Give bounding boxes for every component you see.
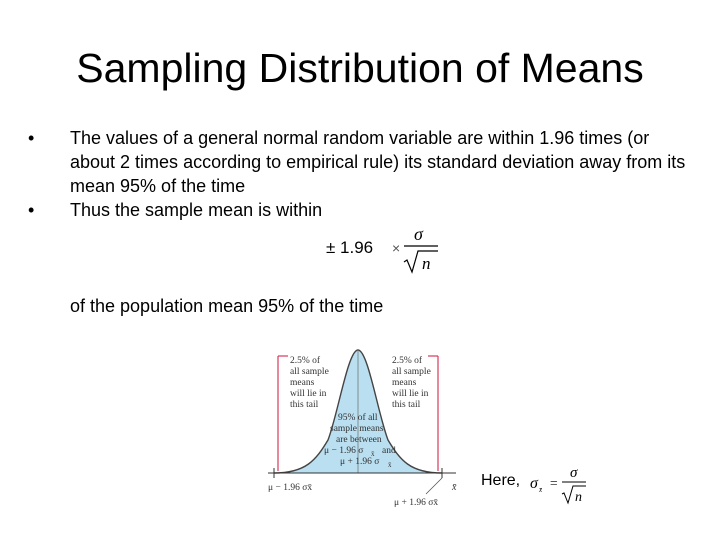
svg-text:x̄: x̄ bbox=[388, 461, 392, 469]
bullet-text: Thus the sample mean is within bbox=[70, 200, 323, 220]
bullet-item bbox=[28, 126, 688, 198]
lhs-subscript: x̄ bbox=[539, 486, 543, 494]
svg-text:all sample: all sample bbox=[290, 367, 329, 377]
svg-text:2.5% of: 2.5% of bbox=[392, 356, 423, 366]
bullet-list bbox=[28, 126, 688, 222]
right-tail-label bbox=[392, 355, 431, 410]
svg-text:this tail: this tail bbox=[290, 400, 319, 410]
formula-denominator: n bbox=[422, 254, 431, 273]
margin-formula bbox=[326, 224, 446, 276]
svg-text:this tail: this tail bbox=[392, 400, 421, 410]
here-numerator: σ bbox=[570, 465, 578, 481]
bullet-item bbox=[28, 198, 688, 222]
here-label: Here, bbox=[481, 472, 521, 489]
svg-text:95% of all: 95% of all bbox=[338, 413, 378, 423]
slide-title: Sampling Distribution of Means bbox=[76, 45, 644, 91]
right-axis-label: μ + 1.96 σx̄ bbox=[394, 498, 439, 508]
normal-distribution-figure bbox=[266, 344, 462, 516]
here-sqrt-sign bbox=[562, 486, 586, 503]
after-text: of the population mean 95% of the time bbox=[70, 296, 384, 316]
left-tail-label bbox=[290, 355, 329, 410]
here-denominator: n bbox=[575, 490, 582, 505]
standard-error-formula bbox=[530, 462, 590, 506]
svg-text:will lie in: will lie in bbox=[290, 389, 327, 399]
svg-text:are between: are between bbox=[336, 435, 382, 445]
x-axis-label: x̄ bbox=[452, 482, 457, 493]
lhs-sigma: σ bbox=[530, 475, 538, 492]
svg-text:x̄: x̄ bbox=[371, 450, 375, 458]
sqrt-sign bbox=[404, 251, 438, 272]
svg-text:means: means bbox=[392, 378, 417, 388]
formula-prefix: ± 1.96 bbox=[326, 238, 374, 257]
svg-text:means: means bbox=[290, 378, 315, 388]
svg-text:2.5% of: 2.5% of bbox=[290, 356, 321, 366]
bullet-marker: • bbox=[28, 200, 35, 220]
formula-fraction bbox=[326, 224, 446, 276]
svg-text:μ + 1.96 σ: μ + 1.96 σ bbox=[340, 457, 380, 467]
bullet-marker: • bbox=[28, 128, 35, 148]
svg-text:will lie in: will lie in bbox=[392, 389, 429, 399]
svg-text:sample means: sample means bbox=[330, 424, 384, 434]
left-axis-label: μ − 1.96 σx̄ bbox=[268, 483, 313, 493]
svg-text:and: and bbox=[382, 446, 396, 456]
bullet-text: The values of a general normal random variable are within 1.96 times (or about 2 times according to empirical rule) its standard deviation away from its mean 95% of the time bbox=[70, 128, 686, 196]
times-symbol: × bbox=[392, 240, 401, 256]
svg-text:μ − 1.96 σ: μ − 1.96 σ bbox=[324, 446, 364, 456]
svg-text:all sample: all sample bbox=[392, 367, 431, 377]
formula-numerator: σ bbox=[414, 224, 423, 244]
equals-sign: = bbox=[550, 475, 558, 490]
